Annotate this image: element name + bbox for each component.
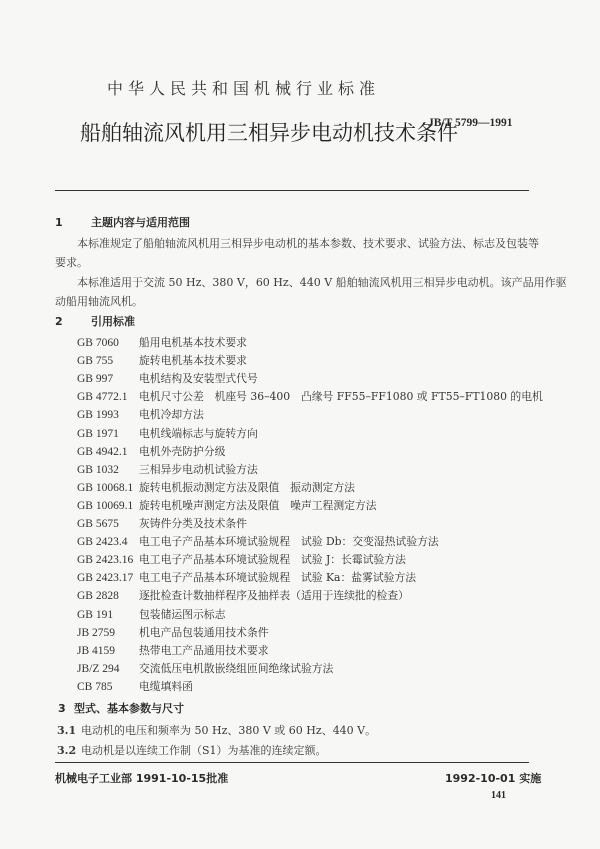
approval-info: 机械电子工业部 1991-10-15批准: [55, 772, 229, 785]
reference-item: [77, 661, 333, 676]
paragraph-line: 本标准规定了船舶轴流风机用三相异步电动机的基本参数、技术要求、试验方法、标志及包装等: [77, 237, 539, 250]
reference-item: [77, 371, 258, 386]
reference-item: [77, 353, 247, 368]
section-title: 型式、基本参数与尺寸: [74, 702, 184, 715]
reference-code: GB 2828: [77, 590, 119, 603]
standard-code: JB/T 5799—1991: [428, 117, 513, 129]
reference-title: 机电产品包装通用技术条件: [139, 625, 269, 639]
reference-title: 三相异步电动机试验方法: [139, 462, 258, 476]
clause-number: 3.1: [57, 724, 77, 737]
reference-title: 电机线端标志与旋转方向: [139, 426, 258, 440]
section-title: 引用标准: [91, 315, 135, 328]
reference-item: [77, 389, 543, 404]
reference-title: 电机外壳防护分级: [139, 444, 226, 458]
header-divider: [55, 190, 529, 191]
reference-title: 旋转电机噪声测定方法及限值 噪声工程测定方法: [139, 498, 377, 512]
issuing-organization: 中华人民共和国机械行业标准: [107, 79, 381, 98]
reference-item: [77, 534, 439, 549]
reference-code: GB 2423.17: [77, 572, 134, 585]
reference-code: JB 2759: [77, 626, 116, 639]
reference-code: GB 4942.1: [77, 445, 128, 458]
reference-code: GB 1993: [77, 409, 119, 422]
paragraph-line: 要求。: [55, 256, 88, 269]
clause-3-1: [57, 722, 376, 738]
reference-title: 电工电子产品基本环境试验规程 试验 J：长霉试验方法: [139, 553, 406, 567]
reference-item: [77, 552, 406, 567]
reference-title: 交流低压电机散嵌绕组匝间绝缘试验方法: [139, 661, 334, 675]
section-1-heading: [55, 214, 190, 230]
reference-item: [77, 498, 377, 513]
reference-code: GB 755: [77, 355, 114, 368]
reference-code: JB/Z 294: [77, 662, 120, 675]
reference-title: 电缆填料函: [139, 679, 193, 693]
reference-title: 电机结构及安装型式代号: [139, 372, 258, 386]
reference-code: JB 4159: [77, 644, 116, 657]
section-2-heading: [55, 313, 135, 329]
document-title: 船舶轴流风机用三相异步电动机技术条件: [80, 121, 458, 145]
clause-text: 电动机的电压和频率为 50 Hz、380 V 或 60 Hz、440 V。: [81, 724, 377, 737]
reference-title: 电工电子产品基本环境试验规程 试验 Db：交变湿热试验方法: [139, 535, 439, 549]
reference-code: GB 997: [77, 373, 114, 386]
reference-code: GB 7060: [77, 337, 119, 349]
reference-title: 电工电子产品基本环境试验规程 试验 Ka：盐雾试验方法: [139, 571, 417, 585]
reference-item: [77, 570, 416, 585]
reference-code: GB 10068.1: [77, 481, 134, 494]
reference-code: GB 5675: [77, 518, 119, 530]
reference-item: [77, 643, 269, 658]
reference-code: GB 2423.16: [77, 554, 134, 567]
reference-item: [77, 407, 204, 422]
reference-code: GB 10069.1: [77, 499, 134, 512]
reference-code: CB 785: [77, 680, 113, 693]
reference-item: [77, 607, 225, 622]
reference-item: [77, 625, 269, 640]
reference-code: GB 4772.1: [77, 391, 128, 404]
section-title: 主题内容与适用范围: [91, 216, 190, 229]
reference-title: 船用电机基本技术要求: [139, 336, 247, 349]
reference-code: GB 2423.4: [77, 536, 128, 549]
reference-item: [77, 444, 225, 459]
reference-item: [77, 679, 193, 694]
section-3-heading: [58, 700, 184, 716]
section-number: 1: [55, 216, 63, 229]
reference-title: 包装储运图示标志: [139, 607, 226, 621]
reference-code: GB 1971: [77, 427, 119, 440]
clause-text: 电动机是以连续工作制（S1）为基准的连续定额。: [81, 744, 327, 757]
reference-title: 旋转电机振动测定方法及限值 振动测定方法: [139, 480, 355, 494]
reference-title: 电机冷却方法: [139, 408, 204, 422]
paragraph-line: 本标准适用于交流 50 Hz、380 V，60 Hz、440 V 船舶轴流风机用三相异步电动机。该产品用作驱: [77, 276, 567, 289]
clause-number: 3.2: [57, 744, 77, 757]
reference-item: [77, 335, 247, 350]
section-number: 2: [55, 315, 63, 328]
reference-item: [77, 480, 355, 495]
reference-title: 逐批检查计数抽样程序及抽样表（适用于连续批的检查）: [139, 589, 409, 603]
page-number: 141: [491, 790, 506, 801]
reference-code: GB 1032: [77, 463, 119, 476]
section-number: 3: [58, 702, 66, 715]
reference-code: GB 191: [77, 608, 114, 621]
reference-item: [77, 426, 258, 441]
footer-divider: [55, 762, 529, 763]
reference-title: 电机尺寸公差 机座号 36–400 凸缘号 FF55–FF1080 或 FT55–FT1080 的电机: [139, 390, 543, 404]
paragraph-line: 动船用轴流风机。: [55, 295, 143, 308]
reference-title: 热带电工产品通用技术要求: [139, 643, 269, 657]
reference-title: 灰铸件分类及技术条件: [139, 517, 247, 530]
reference-title: 旋转电机基本技术要求: [139, 354, 247, 368]
reference-item: [77, 588, 409, 603]
implementation-date: 1992-10-01 实施: [445, 772, 542, 785]
reference-item: [77, 516, 247, 531]
reference-item: [77, 462, 258, 477]
clause-3-2: [57, 742, 327, 758]
